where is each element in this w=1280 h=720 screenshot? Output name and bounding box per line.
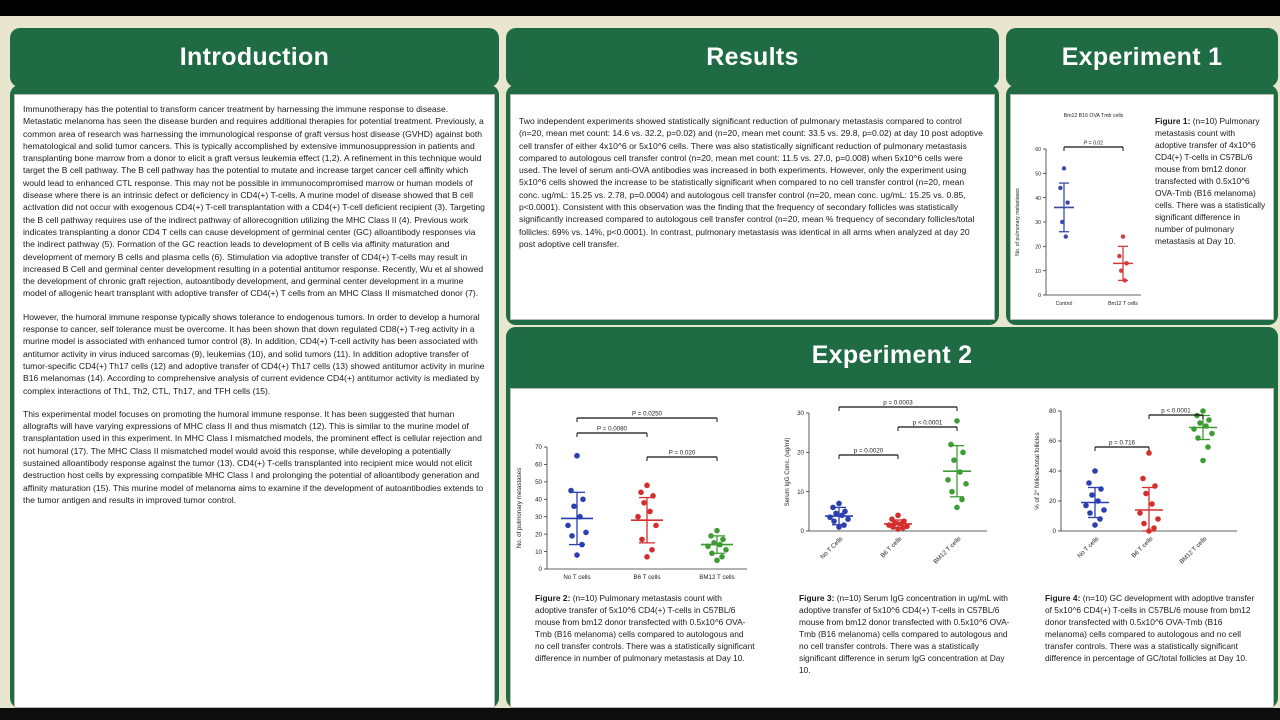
data-point <box>644 483 650 489</box>
figure4-caption-text: (n=10) GC development with adoptive transfer of 5x10^6 CD4(+) T-cells in C57BL/6 mouse from bm12 donor transfected with 0.5x10^6 OVA-Tmb (B16 melanoma) cells compared to autologous and no cell transfer controls. There was a statistically significant difference in percentage of GC/total follicles at Day 10. <box>1045 593 1255 663</box>
figure1-chart <box>1011 95 1157 320</box>
data-point <box>954 505 960 511</box>
data-point <box>890 524 896 530</box>
y-tick-label: 30 <box>1035 220 1041 227</box>
significance-label: p = 0.716 <box>1109 439 1135 447</box>
data-point <box>1209 431 1215 437</box>
x-tick-label: No T cells <box>563 574 591 581</box>
data-point <box>1146 528 1152 534</box>
data-point <box>647 509 653 515</box>
y-tick-label: 10 <box>1035 268 1041 275</box>
data-point <box>565 523 571 529</box>
results-header: Results <box>506 28 999 87</box>
significance-label: p < 0.0001 <box>1161 407 1191 415</box>
data-point <box>583 530 589 536</box>
data-point <box>963 481 969 487</box>
significance-label: p < 0.0001 <box>912 419 943 427</box>
x-tick-label: No T cells <box>1076 535 1101 560</box>
data-point <box>708 533 714 539</box>
data-point <box>1086 480 1092 486</box>
data-point <box>1121 234 1125 238</box>
data-point <box>1146 450 1152 456</box>
significance-label: P = 0.02 <box>1083 140 1104 147</box>
data-point <box>571 503 577 509</box>
y-tick-label: 20 <box>1049 498 1056 506</box>
data-point <box>717 542 723 548</box>
introduction-body <box>14 94 495 708</box>
significance-label: P = 0.0250 <box>632 410 662 418</box>
data-point <box>839 512 845 518</box>
y-tick-label: 10 <box>535 548 542 556</box>
data-point <box>650 493 656 499</box>
chart-title: Bm12 B16 OVA Tmb cells <box>1063 113 1124 119</box>
experiment1-header: Experiment 1 <box>1006 28 1278 87</box>
data-point <box>1197 420 1203 426</box>
y-tick-label: 70 <box>535 444 542 452</box>
y-tick-label: 20 <box>1035 244 1041 251</box>
y-tick-label: 0 <box>800 528 804 536</box>
data-point <box>714 528 720 534</box>
y-tick-label: 20 <box>797 449 804 457</box>
figure4-caption-title: Figure 4: <box>1045 593 1081 603</box>
data-point <box>895 526 901 532</box>
results-body <box>510 94 995 320</box>
data-point <box>1155 516 1161 522</box>
figure3-caption-text: (n=10) Serum IgG concentration in ug/mL with adoptive transfer of 5x10^6 CD4(+) T-cells in C57BL/6 mouse from bm12 donor transfected with 0.5x10^6 OVA-Tmb (B16 melanoma) cells compared to autologous and no cell transfer controls. There was a statistically significant difference in serum IgG concentration at Day 10. <box>799 593 1010 675</box>
data-point <box>1205 444 1211 450</box>
data-point <box>1060 220 1064 224</box>
figure1-caption <box>1155 115 1269 247</box>
data-point <box>957 469 963 475</box>
figure1-caption-title: Figure 1: <box>1155 116 1191 126</box>
data-point <box>720 537 726 543</box>
data-point <box>1092 468 1098 474</box>
y-tick-label: 50 <box>1035 171 1041 178</box>
data-point <box>1200 408 1206 414</box>
y-tick-label: 60 <box>535 461 542 469</box>
introduction-header: Introduction <box>10 28 499 87</box>
x-tick-label: B6 T cells <box>1130 535 1155 560</box>
data-point <box>641 500 647 506</box>
data-point <box>960 450 966 456</box>
x-tick-label: No T Cells <box>819 535 845 561</box>
data-point <box>1195 435 1201 441</box>
significance-label: P = 0.020 <box>668 449 696 457</box>
intro-paragraph-3: This experimental model focuses on promoting the humoral immune response. It has been suggested that human allografts will have varying expressions of MHC class II and thus mismatch (12). This is similar to the murine model of transplantation used in this experiment. In MHC Class I mismatched models, the prominent effect is cellular rejection and not humoral (17). The MHC Class II mismatched model would avoid this response, while developing a potentially sustained alloantibody response against the tumor (13). CD4(+) T-cells transplanted into recipient mice would not elicit destruction host cells by expressing compatible MHC Class I and prolonging the potential of alloantibody generation and affinity maturation (15). This murine model of melanoma aims to examine if the development of autoantibodies extends to the tumor antigen and results in improved tumor control. <box>23 408 484 505</box>
data-point <box>579 542 585 548</box>
y-tick-label: 60 <box>1049 438 1056 446</box>
experiment2-header: Experiment 2 <box>506 327 1278 384</box>
y-axis-label: Serum IgG Conc. (ug/ml) <box>784 437 791 507</box>
data-point <box>1119 268 1123 272</box>
data-point <box>1083 503 1089 509</box>
significance-label: p = 0.0003 <box>883 399 913 407</box>
data-point <box>949 489 955 495</box>
y-tick-label: 30 <box>797 410 804 418</box>
data-point <box>1151 525 1157 531</box>
data-point <box>959 497 965 503</box>
y-axis-label: % of 2° follicles/total follicles <box>1034 432 1041 510</box>
data-point <box>831 518 837 524</box>
data-point <box>649 547 655 553</box>
data-point <box>719 554 725 560</box>
y-tick-label: 80 <box>1049 408 1056 416</box>
data-point <box>1124 261 1128 265</box>
experiment2-body <box>510 388 1274 708</box>
data-point <box>948 442 954 448</box>
x-tick-label: B6 T cells <box>879 535 904 560</box>
data-point <box>705 544 711 550</box>
data-point <box>900 525 906 531</box>
significance-label: P = 0.0080 <box>597 425 627 433</box>
data-point <box>895 512 901 518</box>
data-point <box>1206 417 1212 423</box>
data-point <box>574 453 580 459</box>
x-tick-label: BM12 T cells <box>932 535 963 566</box>
data-point <box>833 511 839 517</box>
y-tick-label: 0 <box>538 566 542 574</box>
figure3-caption <box>799 592 1011 676</box>
data-point <box>1200 458 1206 464</box>
data-point <box>1152 483 1158 489</box>
x-tick-label: Bm12 T cells <box>1108 301 1138 307</box>
data-point <box>1092 522 1098 528</box>
y-tick-label: 30 <box>535 513 542 521</box>
data-point <box>951 457 957 463</box>
data-point <box>954 418 960 424</box>
data-point <box>841 522 847 528</box>
data-point <box>638 490 644 496</box>
data-point <box>1058 186 1062 190</box>
data-point <box>1141 521 1147 527</box>
y-tick-label: 60 <box>1035 147 1041 154</box>
data-point <box>1191 426 1197 432</box>
data-point <box>577 514 583 520</box>
data-point <box>580 496 586 502</box>
y-tick-label: 40 <box>1035 195 1041 202</box>
bottom-bar <box>0 708 1280 720</box>
data-point <box>1065 200 1069 204</box>
data-point <box>1117 254 1121 258</box>
results-paragraph: Two independent experiments showed statistically significant reduction of pulmonary metastasis compared to control (n=20, mean met count: 14.6 vs. 32.2, p=0.02) and (n=20, mean met count: 33.5 vs. 29.8, p=0.02) at day 10 post adoptive cell transfer of either 4x10^6 or 5x10^6 cells. There was also statistically significant reduction of pulmonary metastasis compared to autologous cell transfer control (n=20, mean met count: 11.5 vs. 27.0, p=0.008) when 5x10^6 cells were used. The level of serum anti-OVA antibodies was increased in both experiments. However, only the experiment using 5x10^6 cells showed the increase to be statistically significant when compared to no cell transfer control (n=20, mean conc. ug/mL: 15.25 vs. 2.78, p=0.0004) and autologous cell transfer control (n=20, mean conc. ug/mL: 15.25 vs. 0.85, p<0.0001). Consistent with this observation was the finding that the frequency of secondary follicles was statistically significantly increased compared to autologous cell transfer control (n=20, mean % frequency of secondary follicles/total follicles: 69% vs. 14%, p<0.0001). In contrast, pulmonary metastasis was identical in all arms when analyzed at day 20 post adoptive cell transfer. <box>519 116 983 249</box>
intro-paragraph-2: However, the humoral immune response typically shows tolerance to endogenous tumors. In order to develop a humoral response to cancer, self tolerance must be overcome. It has been shown that down regulated CD8(+) T-reg activity in a murine model is associated with enhanced tumor control (8). In addition, CD4(+) T-cell activity has been associated with antitumor activity in virus induced sarcomas (9), leukemias (10), and solid tumors (11). In addition adoptive transfer of tumor-specific CD4(+) Th17 cells (12) and adoptive transfer of CD4(+) Th17 cells (13) showed antitumor activity in murine B16 melanomas (14). According to comprehensive analysis of current evidence CD4(+) antitumor activity is mediated by complex interactions of Th1, Th2, CTL, Th17, and TFH cells (15). <box>23 311 485 396</box>
data-point <box>1203 423 1209 429</box>
data-point <box>723 547 729 553</box>
data-point <box>1064 234 1068 238</box>
data-point <box>830 505 836 511</box>
data-point <box>714 557 720 563</box>
data-point <box>653 523 659 529</box>
y-axis-label: No. of pulmonary metastases <box>516 467 523 549</box>
x-tick-label: B6 T cells <box>633 574 661 581</box>
intro-paragraph-1: Immunotherapy has the potential to transform cancer treatment by harnessing the immune response to disease. Metastatic melanoma has seen the disease burden and requires additional therapies for potential treatment. Previously, a common area of research was harnessing the immunological response of graft versus host disease (GVHD) against both hematological and solid tumor cancers. This is typically accomplished by extensive immunosuppression in patients and transplanting bone marrow from a donor to elicit a graft versus leukemia effect (1,2). A refinement in this technique would target the B cell pathway. The B cell pathway has the potential to mutate and increase target cancer cell affinity which would lead to enhanced CTL response. This may not be possible in immunocompromised marrow or human models of disease where there is an intrinsic defect or deficiency in CD4(+) T-cells. A murine model of disease showed that B cell activation did not occur with exogenous CD4(+) T-cell transplantation with a CD4(+) T-cell deficient recipient (3). Targeting the B cell pathway requires use of the indirect pathway of allorecognition utilizing the MHC Class II (4). Previous work indicates transplanting a donor CD4 T cells can cause development of germinal center (GC) alloantibody responses via the indirect pathway (5). Formation of the GC reaction leads to development of B cells via affinity maturation and development of memory B cells and plasma cells (6). Stimulation via adoptive transfer of CD4(+) T-cells may result in increased B Cell and germinal center development resulting in a potential antitumor response. Recently, Wu et al showed the development of chronic graft rejection, autoantibody development, and germinal center development in a murine model of allogenic heart transplant with adoptive transfer of CD4(+) T cells from an MHC Class II mismatched donor (7). <box>23 104 485 299</box>
data-point <box>1087 510 1093 516</box>
data-point <box>827 514 833 520</box>
x-tick-label: Control <box>1055 301 1073 307</box>
data-point <box>1101 507 1107 513</box>
data-point <box>1137 510 1143 516</box>
data-point <box>1095 498 1101 504</box>
figure4-chart <box>1031 389 1251 594</box>
figure2-chart <box>511 389 761 594</box>
data-point <box>1140 476 1146 482</box>
data-point <box>836 524 842 530</box>
data-point <box>639 537 645 543</box>
data-point <box>644 554 650 560</box>
figure2-caption <box>535 592 755 664</box>
data-point <box>569 533 575 539</box>
data-point <box>574 552 580 558</box>
figure3-chart <box>781 389 1001 594</box>
y-tick-label: 20 <box>535 531 542 539</box>
significance-label: p = 0.0020 <box>853 447 884 455</box>
figure4-caption <box>1045 592 1255 664</box>
data-point <box>1062 166 1066 170</box>
y-tick-label: 10 <box>797 488 804 496</box>
data-point <box>1089 492 1095 498</box>
y-tick-label: 0 <box>1038 293 1041 300</box>
data-point <box>1123 278 1127 282</box>
data-point <box>1098 486 1104 492</box>
data-point <box>945 477 951 483</box>
figure1-caption-text: (n=10) Pulmonary metastasis count with adoptive transfer of 4x10^6 CD4(+) T-cells in C57BL/6 mouse from bm12 donor transfected with 0.5x10^6 OVA-Tmb (B16 melanoma) cells. There was a statistically significant difference in number of pulmonary metastasis at Day 10. <box>1155 116 1266 246</box>
data-point <box>836 501 842 507</box>
y-axis-label: No. of pulmonary metastases <box>1015 188 1021 256</box>
y-tick-label: 40 <box>1049 468 1056 476</box>
data-point <box>1097 516 1103 522</box>
data-point <box>709 551 715 557</box>
data-point <box>635 514 641 520</box>
x-tick-label: BM12 T cells <box>1178 535 1209 566</box>
data-point <box>711 540 717 546</box>
figure3-caption-title: Figure 3: <box>799 593 835 603</box>
x-tick-label: BM12 T cells <box>699 574 735 581</box>
data-point <box>568 488 574 494</box>
data-point <box>1149 501 1155 507</box>
data-point <box>1143 491 1149 497</box>
y-tick-label: 50 <box>535 479 542 487</box>
figure2-caption-title: Figure 2: <box>535 593 571 603</box>
y-tick-label: 0 <box>1052 528 1056 536</box>
figure2-caption-text: (n=10) Pulmonary metastasis count with adoptive transfer of 5x10^6 CD4(+) T-cells in C57BL/6 mouse from bm12 donor transfected with 0.5x10^6 OVA-Tmb (B16 melanoma) cells compared to autologous and no cell transfer controls. There was a statistically significant difference in number of pulmonary metastasis at Day 10. <box>535 593 755 663</box>
y-tick-label: 40 <box>535 496 542 504</box>
experiment1-body <box>1010 94 1274 320</box>
data-point <box>845 516 851 522</box>
